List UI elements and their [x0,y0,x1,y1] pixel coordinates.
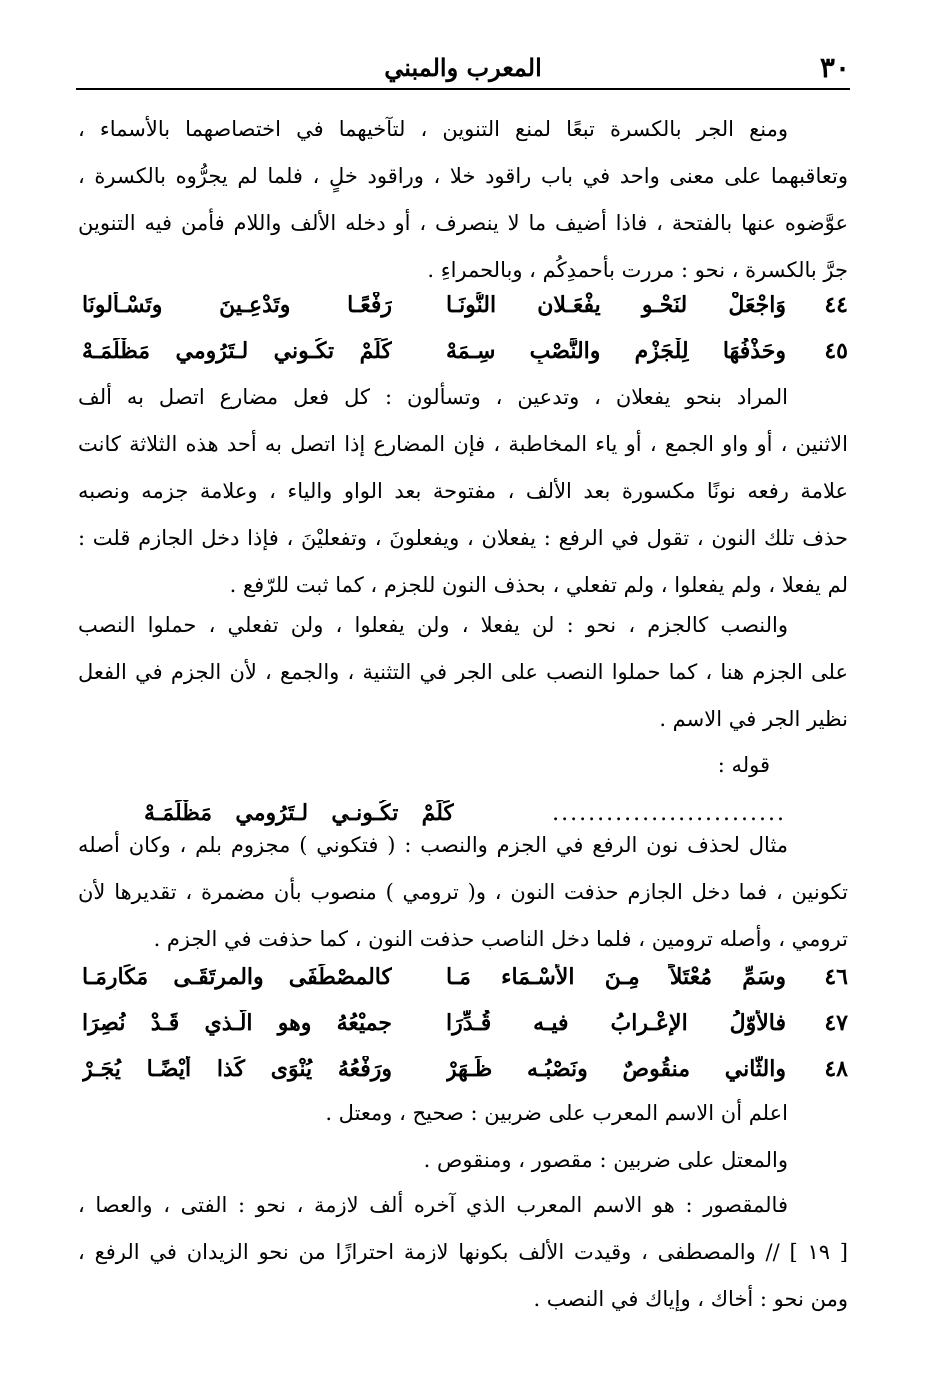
verse-second-hemistich: جميْعُهُ وهو الَّـذي قَـدْ نُصِرَا [82,1010,392,1036]
verse-line [78,282,848,328]
paragraph-4 [78,822,848,963]
verse-line [78,1046,848,1092]
verse-line [78,328,848,374]
text-line: لم يفعلا ، ولم يفعلوا ، ولم تفعلي ، بحذف النون للجزم ، كما ثبت للرّفع . [229,573,848,597]
text-line: وتعاقبهما على معنى واحد في باب راقود خلا ، وراقود خلٍ ، فلما لم يجرُّوه بالكسرة ، [78,164,848,188]
verse-second-hemistich: ورَفْعُهُ يُنْوَى كَذا أيْضًـا يُجَـرْ [82,1056,392,1082]
verse-number: ٤٤ [824,292,848,318]
paragraph-2 [78,374,848,609]
verse-first-hemistich: وحَذْفُهَا لِلْجَزْمِ والنَّصْبِ سِـمَهْ [446,338,786,364]
verse-number: ٤٨ [824,1056,848,1082]
verse-group-1 [78,282,848,374]
ellipsis-dots: .......................... [552,800,786,826]
text-line: علامة رفعه نونًا مكسورة بعد الألف ، مفتوحة بعد الواو والياء ، وعلامة جزمه ونصبه [78,479,848,503]
text-line: والنصب كالجزم ، نحو : لن يفعلا ، ولن يفعلوا ، ولن تفعلي ، حملوا النصب [78,613,788,637]
text-line: والمعتل على ضربين : مقصور ، ومنقوص . [423,1148,788,1172]
text-line: عوَّضوه عنها بالفتحة ، فاذا أضيف ما لا ينصرف ، أو دخله الألف واللام فأمن فيه التنوين [78,211,848,235]
verse-second-hemistich: رَفْعًـا وتَدْعِـينَ وتَسْـألونَا [82,292,392,318]
verse-first-hemistich: وَاجْعَلْ لنَحْـو يفْعَـلان النُّونَـا [446,292,786,318]
verse-number: ٤٧ [824,1010,848,1036]
verse-number: ٤٥ [824,338,848,364]
text-line: الاثنين ، أو واو الجمع ، أو ياء المخاطبة ، فإن المضارع إذا اتصل به أحد هذه الثلاثة كانت [78,432,848,456]
page-header [76,48,850,90]
text-line: حذف تلك النون ، تقول في الرفع : يفعلان ، ويفعلونَ ، وتفعليْنَ ، فإذا دخل الجازم قلت : [78,526,848,550]
verse-second-hemistich: كَلَمْ تكُـوني لـتَرُومي مَظْلَمَـهْ [82,338,392,364]
text-line: فالمقصور : هو الاسم المعرب الذي آخره ألف لازمة ، نحو : الفتى ، والعصا ، [78,1193,788,1217]
verse-group-2 [78,954,848,1092]
text-line: المراد بنحو يفعلان ، وتدعين ، وتسألون : كل فعل مضارع اتصل به ألف [78,385,788,409]
verse-number: ٤٦ [824,964,848,990]
text-line: جرَّ بالكسرة ، نحو : مررت بأحمدِكُم ، وبالحمراءِ . [427,258,848,282]
text-line: ومن نحو : أخاك ، وإياك في النصب . [533,1287,848,1311]
page-number: ٣٠ [819,51,850,84]
text-line: ترومي ، وأصله ترومين ، فلما دخل الناصب حذفت النون ، كما حذفت في الجزم . [153,927,848,951]
paragraph-6 [78,1182,848,1323]
verse-line [78,1000,848,1046]
text-line: [ ١٩ ] // والمصطفى ، وقيدت الألف بكونها لازمة احترازًا من نحو الزيدان في الرفع ، [78,1240,848,1264]
verse-second-hemistich: كالمصْطَفَى والمرتَقَـى مَكَارِمَـا [82,964,392,990]
verse-first-hemistich: وسَمِّ مُعْتَلاً مِـنَ الأَسْـمَاء مَـا [446,964,786,990]
text-line: على الجزم هنا ، كما حملوا النصب على الجر في التثنية ، والجمع ، لأن الجزم في الفعل [78,660,848,684]
verse-first-hemistich: والثّاني منقُوصٌ ونَصْبُـه ظَـهَرْ [446,1056,786,1082]
text-line: ومنع الجر بالكسرة تبعًا لمنع التنوين ، لتآخيهما في اختصاصهما بالأسماء ، [78,117,788,141]
paragraph-3 [78,602,848,743]
paragraph-5 [78,1090,848,1184]
quote-intro: قوله : [717,753,770,777]
text-line: اعلم أن الاسم المعرب على ضربين : صحيح ، ومعتل . [325,1101,788,1125]
text-line: نظير الجر في الاسم . [659,707,848,731]
running-title: المعرب والمبني [384,53,542,82]
text-line: تكونين ، فما دخل الجازم حذفت النون ، و( ترومي ) منصوب بأن مضمرة ، تقديرها لأن [78,880,848,904]
verse-line [78,954,848,1000]
quoted-hemistich: كَلَمْ تكُـونـي لـتَرُومي مَظْلَمَـهْ [144,800,454,826]
verse-first-hemistich: فالأَوّلُ الإعْـرابُ فيـه قُـدِّرَا [446,1010,786,1036]
paragraph-1 [78,106,848,294]
text-line: مثال لحذف نون الرفع في الجزم والنصب : ( فتكوني ) مجزوم بلم ، وكان أصله [78,833,788,857]
